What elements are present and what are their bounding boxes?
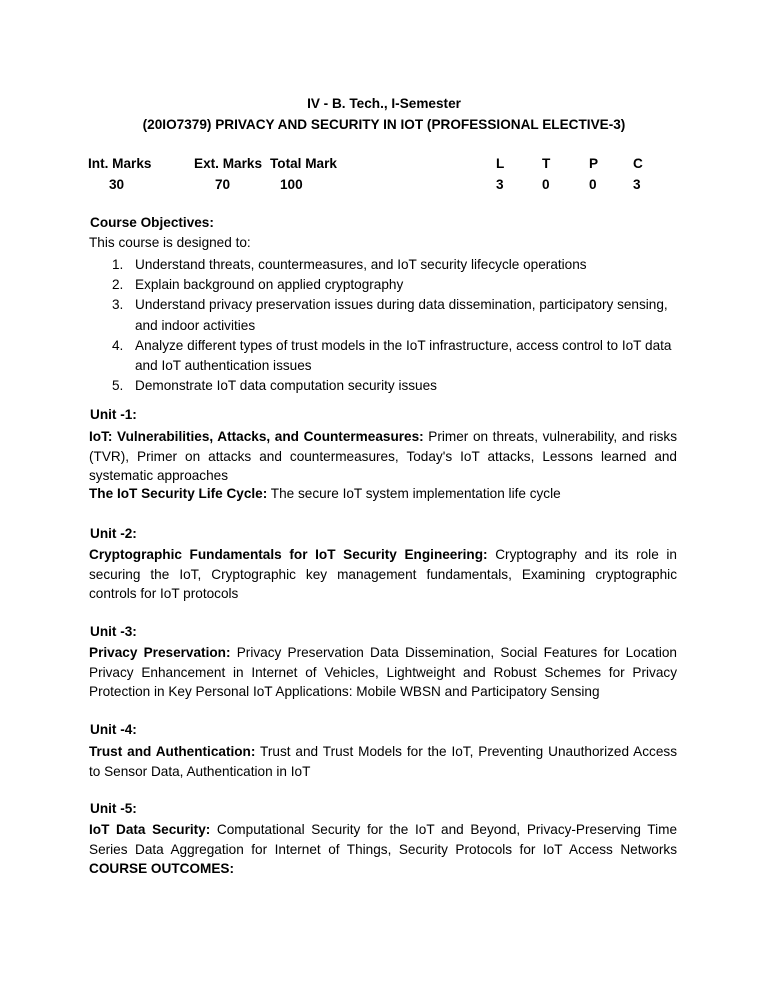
- list-item: 1. Understand threats, countermeasures, and IoT security lifecycle operations: [112, 257, 587, 272]
- list-item: 4. Analyze different types of trust models in the IoT infrastructure, access control to IoT data and IoT authentication issues: [112, 337, 672, 374]
- objectives-intro: This course is designed to:: [89, 235, 251, 250]
- t-label: T: [542, 156, 551, 171]
- unit-3-body: Privacy Preservation: Privacy Preservation Data Dissemination, Social Features for Location Privacy Enhancement in Internet of Vehicles, Lightweight and Robust Schemes for Privacy Protection in Key Personal IoT Applications: Mobile WBSN and Participatory Sensing: [89, 645, 677, 699]
- l-value: 3: [496, 177, 504, 192]
- ext-marks-label: Ext. Marks: [194, 156, 263, 171]
- semester-title: IV - B. Tech., I-Semester: [307, 96, 461, 111]
- list-item: 2. Explain background on applied cryptography: [112, 277, 404, 293]
- ext-marks-value: 70: [215, 177, 231, 192]
- p-label: P: [589, 156, 599, 171]
- objectives-list: [112, 255, 682, 396]
- unit-1-heading: Unit -1:: [90, 407, 137, 422]
- course-outcomes-heading: COURSE OUTCOMES:: [89, 861, 235, 876]
- unit-1-lifecycle: The IoT Security Life Cycle: The secure IoT system implementation life cycle: [89, 486, 561, 501]
- unit-2-body: Cryptographic Fundamentals for IoT Security Engineering: Cryptography and its role in securing the IoT, Cryptographic key management fundamentals, Examining cryptographic controls for IoT protocols: [89, 547, 677, 601]
- total-mark-value: 100: [280, 177, 303, 192]
- unit-5-body: IoT Data Security: Computational Security for the IoT and Beyond, Privacy-Preserving Time Series Data Aggregation for Internet of Things, Security Protocols for IoT Access Networks COURSE OUTCOMES:: [89, 822, 677, 876]
- unit-3-heading: Unit -3:: [90, 624, 137, 639]
- unit-2-heading: Unit -2:: [90, 526, 137, 541]
- c-value: 3: [633, 177, 641, 192]
- unit-1-body: IoT: Vulnerabilities, Attacks, and Countermeasures: Primer on threats, vulnerability, and risks (TVR), Primer on attacks and countermeasures, Today's IoT attacks, Lessons learned and systematic approaches: [89, 429, 677, 483]
- unit-4-body: Trust and Authentication: Trust and Trust Models for the IoT, Preventing Unauthorized Access to Sensor Data, Authentication in IoT: [89, 744, 677, 779]
- int-marks-label: Int. Marks: [88, 156, 152, 171]
- l-label: L: [496, 156, 505, 171]
- unit-5-heading: Unit -5:: [90, 801, 137, 816]
- t-value: 0: [542, 177, 550, 192]
- unit-4-heading: Unit -4:: [90, 722, 137, 737]
- p-value: 0: [589, 177, 597, 192]
- list-item: 5. Demonstrate IoT data computation security issues: [112, 378, 437, 394]
- course-title: (20IO7379) PRIVACY AND SECURITY IN IOT (PROFESSIONAL ELECTIVE-3): [142, 117, 626, 132]
- total-mark-label: Total Mark: [270, 156, 337, 171]
- objectives-heading: Course Objectives:: [90, 215, 214, 230]
- list-item: 3. Understand privacy preservation issues during data dissemination, participatory sensing, and indoor activities: [112, 297, 668, 333]
- int-marks-value: 30: [109, 177, 125, 192]
- c-label: C: [633, 156, 643, 171]
